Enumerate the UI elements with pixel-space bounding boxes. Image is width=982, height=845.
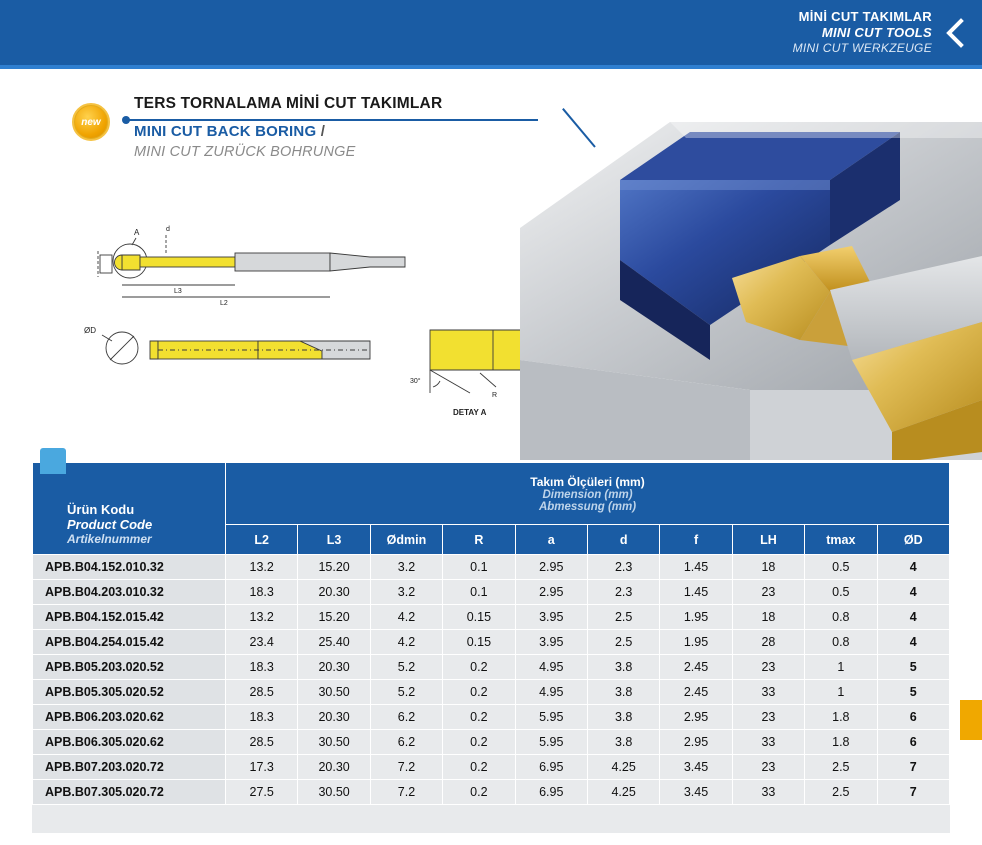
cell-d: 7 [877,755,949,780]
cell-l3: 15.20 [298,605,370,630]
header-title-de: MINI CUT WERKZEUGE [792,41,932,56]
header-dimension-tr: Takım Ölçüleri (mm) [530,474,645,489]
cell-d: 2.3 [587,580,659,605]
header-dimension-en: Dimension (mm) [542,488,633,501]
cell-product-code: APB.B04.254.015.42 [33,630,226,655]
cell-a: 5.95 [515,730,587,755]
column-header-r: R [443,525,515,555]
table-row[interactable] [33,780,950,805]
section-title-tr: TERS TORNALAMA MİNİ CUT TAKIMLAR [134,95,443,112]
cell-d: 4 [877,555,949,580]
column-header-f: f [660,525,732,555]
cell-a: 2.95 [515,580,587,605]
cell-l2: 18.3 [226,655,298,680]
cell-dmin: 3.2 [370,555,442,580]
cell-a: 3.95 [515,605,587,630]
cell-f: 2.45 [660,680,732,705]
cell-d: 5 [877,680,949,705]
cell-d: 3.8 [587,705,659,730]
cell-lh: 23 [732,755,804,780]
cell-l3: 20.30 [298,705,370,730]
cell-l2: 13.2 [226,555,298,580]
cell-l2: 18.3 [226,705,298,730]
cell-tmax: 0.8 [805,605,877,630]
cell-f: 3.45 [660,780,732,805]
cell-dmin: 4.2 [370,605,442,630]
cell-lh: 18 [732,555,804,580]
cell-l2: 13.2 [226,605,298,630]
new-badge-icon: new [72,103,110,141]
table-row[interactable] [33,680,950,705]
cell-f: 2.45 [660,655,732,680]
svg-text:L2: L2 [220,300,228,307]
cell-tmax: 1 [805,655,877,680]
side-page-tab [960,700,982,740]
title-slash: / [320,123,326,140]
cell-dmin: 7.2 [370,780,442,805]
cell-a: 3.95 [515,630,587,655]
spec-table-body [33,555,950,805]
cell-f: 1.95 [660,605,732,630]
svg-text:d: d [166,226,170,233]
cell-l3: 20.30 [298,580,370,605]
cell-dmin: 7.2 [370,755,442,780]
cell-d: 2.5 [587,605,659,630]
technical-drawing-group [70,215,520,425]
cell-d: 4.25 [587,780,659,805]
cell-d: 4 [877,580,949,605]
header-product-code [33,463,226,555]
cell-l3: 30.50 [298,780,370,805]
cell-product-code: APB.B06.305.020.62 [33,730,226,755]
spec-table-header-row-1 [33,463,950,525]
cell-f: 1.45 [660,580,732,605]
cell-dmin: 6.2 [370,705,442,730]
column-header-odmin: Ødmin [370,525,442,555]
cell-dmin: 4.2 [370,630,442,655]
cell-product-code: APB.B07.305.020.72 [33,780,226,805]
cell-f: 1.95 [660,630,732,655]
cell-r: 0.2 [443,730,515,755]
cell-l3: 20.30 [298,655,370,680]
table-row[interactable] [33,655,950,680]
cell-product-code: APB.B07.203.020.72 [33,755,226,780]
cell-l3: 20.30 [298,755,370,780]
cell-l2: 18.3 [226,580,298,605]
header-titles [793,9,942,57]
cell-f: 3.45 [660,755,732,780]
table-row[interactable] [33,580,950,605]
cell-product-code: APB.B04.152.015.42 [33,605,226,630]
cell-a: 2.95 [515,555,587,580]
header-title-en: MINI CUT TOOLS [821,25,932,40]
cell-l2: 17.3 [226,755,298,780]
column-header-l2: L2 [226,525,298,555]
cell-f: 2.95 [660,705,732,730]
cell-l2: 23.4 [226,630,298,655]
cell-tmax: 1.8 [805,705,877,730]
header-product-code-en: Product Code [67,517,153,532]
cell-l3: 30.50 [298,680,370,705]
cell-d: 3.8 [587,680,659,705]
svg-text:DETAY A: DETAY A [453,408,487,417]
section-title-en-wrap [134,123,542,140]
cell-dmin: 5.2 [370,655,442,680]
title-rule [128,119,538,121]
cell-lh: 33 [732,780,804,805]
table-row[interactable] [33,605,950,630]
header-product-code-tr: Ürün Kodu [67,502,135,517]
spec-table-container [32,462,950,833]
cell-d: 4 [877,630,949,655]
cell-d: 5 [877,655,949,680]
header-dimension-group [226,463,950,525]
page-header-bar [0,0,982,65]
cell-tmax: 1 [805,680,877,705]
svg-text:ØD: ØD [84,326,96,335]
column-header-lh: LH [732,525,804,555]
cell-r: 0.2 [443,780,515,805]
cell-tmax: 2.5 [805,755,877,780]
cell-l3: 25.40 [298,630,370,655]
column-header-tmax: tmax [805,525,877,555]
cell-lh: 28 [732,630,804,655]
cell-r: 0.15 [443,630,515,655]
cell-product-code: APB.B06.203.020.62 [33,705,226,730]
cell-a: 4.95 [515,680,587,705]
cell-l2: 28.5 [226,730,298,755]
cell-product-code: APB.B04.203.010.32 [33,580,226,605]
svg-text:L3: L3 [174,288,182,295]
cell-r: 0.1 [443,580,515,605]
cell-d: 2.3 [587,555,659,580]
cell-r: 0.2 [443,680,515,705]
cell-d: 7 [877,780,949,805]
cell-product-code: APB.B05.203.020.52 [33,655,226,680]
title-lines [134,95,542,160]
section-title-en: MINI CUT BACK BORING [134,123,317,140]
cell-lh: 33 [732,730,804,755]
cell-dmin: 3.2 [370,580,442,605]
table-row[interactable] [33,705,950,730]
cell-tmax: 0.8 [805,630,877,655]
chevron-left-icon [942,16,968,50]
cell-a: 6.95 [515,755,587,780]
cell-lh: 33 [732,680,804,705]
cell-tmax: 0.5 [805,580,877,605]
table-row[interactable] [33,630,950,655]
svg-text:A: A [134,228,140,237]
column-header-od: ØD [877,525,949,555]
header-product-code-de: Artikelnummer [67,532,152,546]
cell-d: 2.5 [587,630,659,655]
spec-table [32,462,950,805]
cell-lh: 23 [732,705,804,730]
svg-text:R: R [492,392,498,399]
cell-d: 6 [877,730,949,755]
cell-l2: 27.5 [226,780,298,805]
cell-l3: 15.20 [298,555,370,580]
column-header-d: d [587,525,659,555]
cell-r: 0.2 [443,705,515,730]
cell-lh: 18 [732,605,804,630]
table-row[interactable] [33,755,950,780]
cell-lh: 23 [732,655,804,680]
cell-d: 4 [877,605,949,630]
cell-a: 5.95 [515,705,587,730]
cell-d: 3.8 [587,730,659,755]
column-header-l3: L3 [298,525,370,555]
cell-d: 6 [877,705,949,730]
table-row[interactable] [33,730,950,755]
header-dimension-de: Abmessung (mm) [538,500,637,513]
cell-tmax: 0.5 [805,555,877,580]
cell-r: 0.2 [443,655,515,680]
cell-f: 2.95 [660,730,732,755]
cell-tmax: 2.5 [805,780,877,805]
cell-r: 0.2 [443,755,515,780]
table-bottom-padding [32,805,950,833]
section-title-de: MINI CUT ZURÜCK BOHRUNGE [134,144,356,160]
cell-a: 6.95 [515,780,587,805]
table-row[interactable] [33,555,950,580]
table-corner-tab [40,448,66,474]
cell-r: 0.15 [443,605,515,630]
svg-text:30°: 30° [410,378,421,385]
cell-r: 0.1 [443,555,515,580]
section-title-block [72,95,542,160]
cell-l2: 28.5 [226,680,298,705]
cell-dmin: 5.2 [370,680,442,705]
cell-lh: 23 [732,580,804,605]
column-header-a: a [515,525,587,555]
cell-product-code: APB.B05.305.020.52 [33,680,226,705]
cell-product-code: APB.B04.152.010.32 [33,555,226,580]
cell-l3: 30.50 [298,730,370,755]
cell-d: 4.25 [587,755,659,780]
header-title-tr: MİNİ CUT TAKIMLAR [798,8,932,24]
header-title-group [793,0,982,65]
cell-dmin: 6.2 [370,730,442,755]
cell-a: 4.95 [515,655,587,680]
cell-d: 3.8 [587,655,659,680]
cell-f: 1.45 [660,555,732,580]
cell-tmax: 1.8 [805,730,877,755]
spec-table-head [33,463,950,555]
